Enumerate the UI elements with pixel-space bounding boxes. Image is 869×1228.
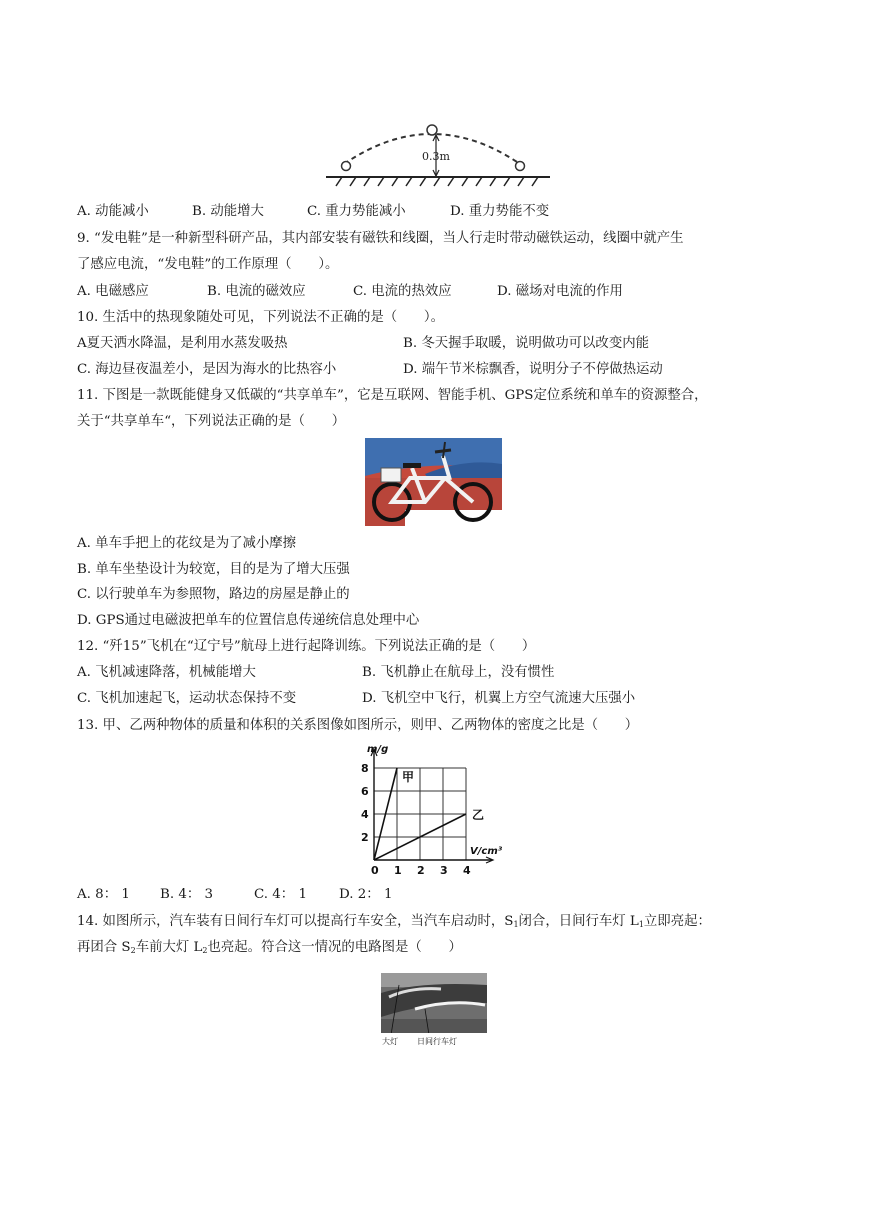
ball-left (342, 162, 351, 171)
q11-option-a[interactable]: A. 单车手把上的花纹是为了减小摩擦 (77, 536, 297, 551)
q11-stem-line1: 11. 下图是一款既能健身又低碳的“共享单车”，它是互联网、智能手机、GPS定位系统和单车的资源整合， (77, 388, 708, 403)
ground-hatching (336, 177, 538, 186)
x-tick-label: 0 (371, 864, 379, 877)
q14-text-1c: 立即亮起： (643, 914, 711, 929)
x-tick-label: 4 (463, 864, 471, 877)
series-label-jia: 甲 (402, 770, 415, 784)
ball-trajectory-figure (322, 122, 554, 188)
q11-stem-line2: 关于“共享单车“，下列说法正确的是（ ） (77, 414, 346, 429)
ball-right (516, 162, 525, 171)
q14-sub-l1: 1 (638, 920, 644, 929)
q9-option-b[interactable]: B. 电流的磁效应 (207, 284, 306, 299)
q9-stem-line2: 了感应电流，“发电鞋”的工作原理（ ）。 (77, 257, 339, 272)
q14-text-2c: 也亮起。符合这一情况的电路图是（ ） (207, 940, 462, 955)
q8-option-b[interactable]: B. 动能增大 (192, 204, 264, 219)
q14-stem-line2 (77, 938, 462, 961)
label-daytime-light: 日间行车灯 (417, 1037, 457, 1046)
q11-option-c[interactable]: C. 以行驶单车为参照物，路边的房屋是静止的 (77, 587, 350, 602)
q8-option-d[interactable]: D. 重力势能不变 (450, 204, 550, 219)
q9-stem-line1: 9. “发电鞋”是一种新型科研产品，其内部安装有磁铁和线圈，当人行走时带动磁铁运动，线圈中就产生 (77, 231, 684, 246)
q12-option-a[interactable]: A. 飞机减速降落，机械能增大 (77, 665, 256, 680)
q12-option-c[interactable]: C. 飞机加速起飞，运动状态保持不变 (77, 691, 297, 706)
x-axis-label: V/cm³ (470, 846, 503, 857)
x-tick-label: 1 (394, 864, 402, 877)
car-lights-photo (381, 973, 487, 1049)
shared-bicycle-photo (365, 438, 502, 526)
q13-option-b[interactable]: B. 4： 3 (160, 887, 214, 902)
q10-option-c[interactable]: C. 海边昼夜温差小，是因为海水的比热容小 (77, 362, 337, 377)
y-tick-label: 6 (361, 785, 369, 798)
y-axis-label: m/g (367, 744, 389, 755)
label-headlight: 大灯 (382, 1037, 398, 1046)
height-label: 0.3m (422, 150, 450, 163)
q12-option-b[interactable]: B. 飞机静止在航母上，没有惯性 (362, 665, 555, 680)
x-tick-label: 2 (417, 864, 425, 877)
q14-text-1a: 14. 如图所示，汽车装有日间行车灯可以提高行车安全，当汽车启动时，S (77, 914, 514, 929)
q14-text-2b: 车前大灯 L (135, 940, 203, 955)
y-tick-label: 2 (361, 831, 369, 844)
q14-text-2a: 再团合 S (77, 940, 131, 955)
q14-sub-s2: 2 (130, 946, 136, 955)
q8-option-c[interactable]: C. 重力势能减小 (307, 204, 406, 219)
q14-stem-line1 (77, 912, 711, 935)
density-chart (356, 744, 516, 880)
x-tick-label: 3 (440, 864, 448, 877)
y-tick-label: 8 (361, 762, 369, 775)
y-tick-label: 4 (361, 808, 369, 821)
q10-stem: 10. 生活中的热现象随处可见，下列说法不正确的是（ ）。 (77, 310, 445, 325)
q13-stem: 13. 甲、乙两种物体的质量和体积的关系图像如图所示，则甲、乙两物体的密度之比是（ ） (77, 718, 639, 733)
q10-option-b[interactable]: B. 冬天握手取暖，说明做功可以改变内能 (403, 336, 649, 351)
ball-top (427, 125, 437, 135)
q11-option-b[interactable]: B. 单车坐垫设计为较宽，目的是为了增大压强 (77, 562, 350, 577)
q14-sub-s1: 1 (513, 920, 519, 929)
q13-option-a[interactable]: A. 8： 1 (77, 887, 130, 902)
q9-option-d[interactable]: D. 磁场对电流的作用 (497, 284, 623, 299)
q12-stem: 12. “歼15”飞机在“辽宁号”航母上进行起降训练。下列说法正确的是（ ） (77, 639, 536, 654)
q9-option-a[interactable]: A. 电磁感应 (77, 284, 149, 299)
q10-option-d[interactable]: D. 端午节米棕飘香，说明分子不停做热运动 (403, 362, 663, 377)
q9-option-c[interactable]: C. 电流的热效应 (353, 284, 452, 299)
q12-option-d[interactable]: D. 飞机空中飞行，机翼上方空气流速大压强小 (362, 691, 636, 706)
series-label-yi: 乙 (472, 808, 485, 822)
q13-option-d[interactable]: D. 2： 1 (339, 887, 393, 902)
q13-option-c[interactable]: C. 4： 1 (254, 887, 307, 902)
q14-sub-l2: 2 (202, 946, 208, 955)
q8-option-a[interactable]: A. 动能减小 (77, 204, 149, 219)
q11-option-d[interactable]: D. GPS通过电磁波把单车的位置信息传递统信息处理中心 (77, 613, 420, 628)
q10-option-a[interactable]: A夏天洒水降温，是利用水蒸发吸热 (77, 336, 288, 351)
q14-text-1b: 闭合，日间行车灯 L (518, 914, 639, 929)
